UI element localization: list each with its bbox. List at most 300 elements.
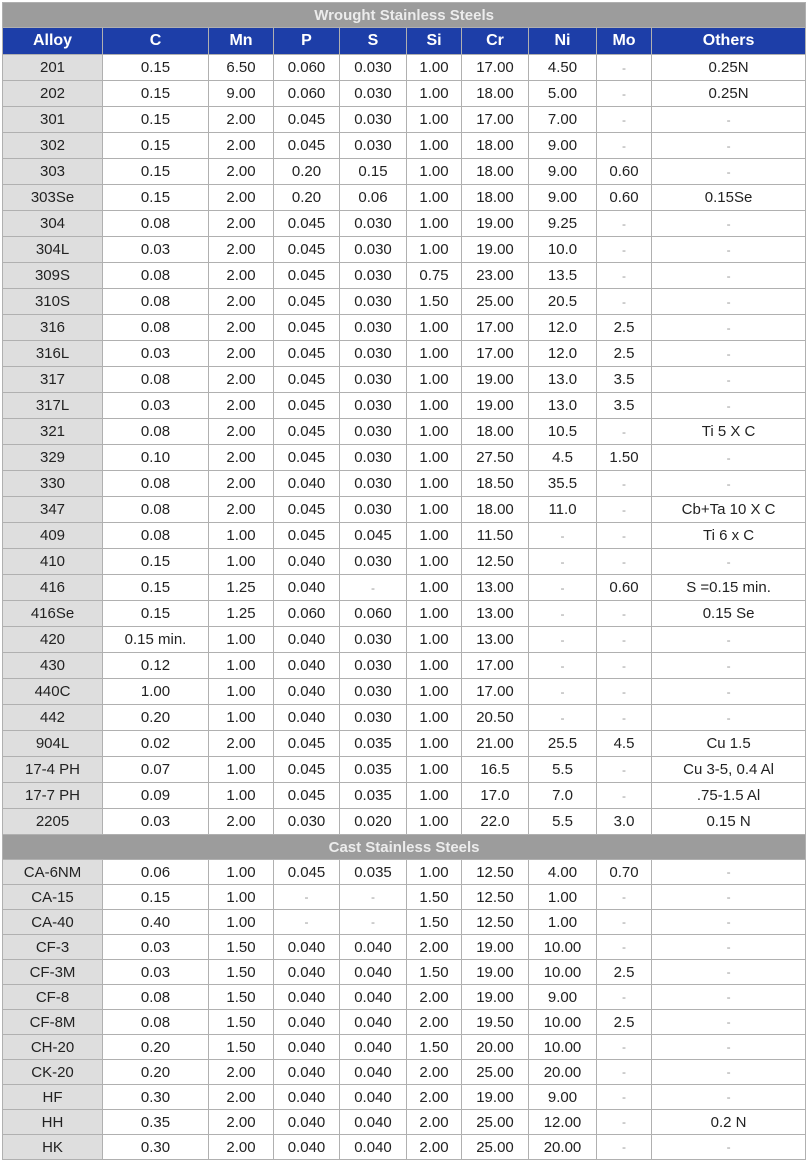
- table-row: [3, 549, 806, 575]
- table-cell: 0.10: [103, 445, 209, 471]
- table-cell: 10.00: [529, 960, 597, 985]
- alloy-cell: HF: [3, 1085, 103, 1110]
- table-cell: 1.00: [209, 653, 274, 679]
- table-cell: 0.060: [274, 55, 340, 81]
- table-cell: 0.030: [340, 705, 407, 731]
- column-header-s: S: [340, 28, 407, 55]
- table-cell: 0.15: [103, 601, 209, 627]
- table-cell: 0.08: [103, 471, 209, 497]
- table-cell: 0.08: [103, 289, 209, 315]
- column-header-si: Si: [407, 28, 462, 55]
- table-cell: 0.030: [340, 367, 407, 393]
- table-cell: 13.0: [529, 393, 597, 419]
- table-row: [3, 860, 806, 885]
- table-cell: 13.5: [529, 263, 597, 289]
- table-cell: 1.00: [209, 860, 274, 885]
- table-cell: 0.08: [103, 263, 209, 289]
- table-cell: 12.50: [462, 910, 529, 935]
- table-cell: 1.00: [209, 705, 274, 731]
- table-cell: 1.00: [529, 885, 597, 910]
- column-header-row: [3, 28, 806, 55]
- table-cell: 7.0: [529, 783, 597, 809]
- table-cell: 13.00: [462, 601, 529, 627]
- alloy-cell: CF-3: [3, 935, 103, 960]
- table-cell: 1.00: [407, 211, 462, 237]
- table-cell: -: [652, 471, 806, 497]
- table-cell: 1.00: [407, 627, 462, 653]
- alloy-cell: CA-15: [3, 885, 103, 910]
- table-cell: 0.030: [340, 679, 407, 705]
- table-cell: 1.00: [407, 81, 462, 107]
- table-row: [3, 679, 806, 705]
- table-cell: -: [652, 705, 806, 731]
- table-cell: 0.15: [340, 159, 407, 185]
- table-cell: 12.0: [529, 315, 597, 341]
- table-cell: 2.00: [209, 159, 274, 185]
- table-cell: -: [340, 575, 407, 601]
- column-header-mn: Mn: [209, 28, 274, 55]
- table-cell: 2.5: [597, 315, 652, 341]
- table-cell: 0.040: [274, 960, 340, 985]
- table-cell: 13.00: [462, 575, 529, 601]
- table-cell: -: [652, 985, 806, 1010]
- table-cell: 0.045: [274, 393, 340, 419]
- table-cell: 12.50: [462, 860, 529, 885]
- table-cell: 0.040: [340, 1135, 407, 1160]
- table-cell: 0.08: [103, 315, 209, 341]
- table-cell: 0.08: [103, 1010, 209, 1035]
- table-cell: 0.030: [340, 549, 407, 575]
- table-cell: 2.00: [407, 1110, 462, 1135]
- table-cell: -: [652, 549, 806, 575]
- table-cell: -: [597, 1110, 652, 1135]
- table-cell: Ti 6 x C: [652, 523, 806, 549]
- table-row: [3, 55, 806, 81]
- table-cell: 0.15: [103, 55, 209, 81]
- table-cell: 0.20: [103, 1060, 209, 1085]
- table-cell: -: [652, 159, 806, 185]
- table-cell: 25.00: [462, 1110, 529, 1135]
- table-cell: 0.040: [340, 960, 407, 985]
- table-cell: 0.40: [103, 910, 209, 935]
- table-cell: 16.5: [462, 757, 529, 783]
- table-row: [3, 910, 806, 935]
- table-cell: 19.00: [462, 935, 529, 960]
- table-cell: 0.030: [340, 289, 407, 315]
- table-cell: 1.00: [209, 679, 274, 705]
- table-cell: 22.0: [462, 809, 529, 835]
- table-cell: 2.00: [407, 935, 462, 960]
- table-cell: 18.00: [462, 185, 529, 211]
- table-cell: 4.00: [529, 860, 597, 885]
- table-cell: 0.030: [340, 627, 407, 653]
- table-cell: 0.040: [274, 549, 340, 575]
- table-row: [3, 445, 806, 471]
- column-header-alloy: Alloy: [3, 28, 103, 55]
- table-cell: 0.030: [340, 497, 407, 523]
- alloy-cell: 442: [3, 705, 103, 731]
- table-cell: 5.5: [529, 757, 597, 783]
- table-cell: 12.50: [462, 549, 529, 575]
- table-cell: 23.00: [462, 263, 529, 289]
- table-cell: 2.00: [209, 471, 274, 497]
- table-cell: 0.045: [274, 367, 340, 393]
- table-cell: 18.00: [462, 133, 529, 159]
- table-cell: 0.045: [274, 341, 340, 367]
- alloy-cell: CK-20: [3, 1060, 103, 1085]
- alloy-cell: 302: [3, 133, 103, 159]
- table-row: [3, 341, 806, 367]
- table-cell: -: [597, 1060, 652, 1085]
- alloy-cell: CH-20: [3, 1035, 103, 1060]
- table-cell: 0.20: [274, 185, 340, 211]
- table-cell: 1.00: [407, 367, 462, 393]
- table-cell: 0.030: [340, 55, 407, 81]
- table-cell: 0.30: [103, 1085, 209, 1110]
- table-cell: 1.00: [407, 133, 462, 159]
- table-cell: -: [597, 783, 652, 809]
- table-cell: 0.040: [340, 985, 407, 1010]
- table-cell: 2.00: [407, 1060, 462, 1085]
- table-cell: 10.00: [529, 935, 597, 960]
- table-cell: 0.045: [274, 419, 340, 445]
- table-cell: 1.00: [407, 471, 462, 497]
- table-cell: 0.07: [103, 757, 209, 783]
- table-row: [3, 627, 806, 653]
- table-cell: 0.20: [103, 1035, 209, 1060]
- table-cell: -: [652, 263, 806, 289]
- table-cell: 1.00: [407, 185, 462, 211]
- table-cell: 1.00: [407, 393, 462, 419]
- table-cell: -: [597, 263, 652, 289]
- cast-section-header: [3, 835, 806, 860]
- table-cell: 0.035: [340, 783, 407, 809]
- table-row: [3, 1010, 806, 1035]
- table-cell: 0.15: [103, 549, 209, 575]
- table-row: [3, 237, 806, 263]
- table-cell: 9.25: [529, 211, 597, 237]
- table-cell: 0.15 Se: [652, 601, 806, 627]
- table-cell: 0.06: [340, 185, 407, 211]
- table-cell: 1.00: [407, 549, 462, 575]
- table-cell: 2.5: [597, 960, 652, 985]
- alloy-cell: 409: [3, 523, 103, 549]
- table-cell: 0.040: [274, 1085, 340, 1110]
- table-cell: 1.00: [209, 757, 274, 783]
- alloy-cell: 416Se: [3, 601, 103, 627]
- table-cell: -: [597, 289, 652, 315]
- table-cell: 10.0: [529, 237, 597, 263]
- table-cell: 1.00: [209, 783, 274, 809]
- table-cell: -: [597, 419, 652, 445]
- table-cell: 12.0: [529, 341, 597, 367]
- table-cell: 2.00: [407, 1085, 462, 1110]
- table-cell: -: [597, 705, 652, 731]
- table-cell: -: [529, 679, 597, 705]
- table-cell: 0.045: [274, 263, 340, 289]
- column-header-others: Others: [652, 28, 806, 55]
- table-cell: 0.030: [340, 445, 407, 471]
- table-cell: 1.00: [103, 679, 209, 705]
- table-cell: 1.00: [407, 860, 462, 885]
- wrought-section-header: [3, 3, 806, 28]
- table-cell: 17.00: [462, 107, 529, 133]
- table-cell: -: [652, 1035, 806, 1060]
- table-cell: 1.25: [209, 575, 274, 601]
- table-cell: 18.00: [462, 497, 529, 523]
- table-row: [3, 133, 806, 159]
- table-cell: Ti 5 X C: [652, 419, 806, 445]
- table-cell: S =0.15 min.: [652, 575, 806, 601]
- table-body: [3, 3, 806, 1160]
- table-cell: 0.15 N: [652, 809, 806, 835]
- table-cell: 2.00: [209, 497, 274, 523]
- table-cell: 0.03: [103, 935, 209, 960]
- table-cell: 0.045: [274, 315, 340, 341]
- table-cell: -: [529, 575, 597, 601]
- table-cell: 1.00: [209, 549, 274, 575]
- table-cell: 0.030: [340, 133, 407, 159]
- table-cell: 0.08: [103, 523, 209, 549]
- table-cell: 0.045: [274, 211, 340, 237]
- table-cell: -: [597, 627, 652, 653]
- table-cell: 21.00: [462, 731, 529, 757]
- table-cell: 1.00: [407, 159, 462, 185]
- table-cell: -: [340, 885, 407, 910]
- table-row: [3, 985, 806, 1010]
- table-cell: 1.00: [407, 783, 462, 809]
- alloy-cell: CA-6NM: [3, 860, 103, 885]
- alloy-cell: 329: [3, 445, 103, 471]
- table-cell: -: [597, 1135, 652, 1160]
- table-cell: 2.00: [209, 133, 274, 159]
- table-cell: 17.0: [462, 783, 529, 809]
- table-cell: -: [597, 601, 652, 627]
- table-cell: 0.040: [274, 705, 340, 731]
- table-cell: -: [652, 960, 806, 985]
- table-cell: 19.00: [462, 960, 529, 985]
- table-cell: 0.030: [340, 341, 407, 367]
- table-cell: -: [597, 1085, 652, 1110]
- table-cell: 4.5: [529, 445, 597, 471]
- table-cell: 2.00: [209, 289, 274, 315]
- table-cell: -: [597, 679, 652, 705]
- table-cell: -: [597, 211, 652, 237]
- alloy-cell: 303Se: [3, 185, 103, 211]
- table-cell: 19.00: [462, 211, 529, 237]
- table-row: [3, 1110, 806, 1135]
- table-cell: 0.045: [274, 731, 340, 757]
- table-row: [3, 211, 806, 237]
- table-cell: 0.045: [340, 523, 407, 549]
- alloy-cell: 316: [3, 315, 103, 341]
- table-cell: 0.03: [103, 809, 209, 835]
- table-cell: 3.5: [597, 393, 652, 419]
- table-cell: 17.00: [462, 315, 529, 341]
- table-cell: 0.040: [340, 1060, 407, 1085]
- table-cell: 0.60: [597, 185, 652, 211]
- table-cell: 2.5: [597, 1010, 652, 1035]
- table-cell: 0.60: [597, 159, 652, 185]
- table-cell: -: [529, 523, 597, 549]
- table-cell: 1.50: [209, 1010, 274, 1035]
- table-cell: 2.00: [407, 1135, 462, 1160]
- table-cell: 25.00: [462, 1060, 529, 1085]
- table-cell: 0.15 min.: [103, 627, 209, 653]
- table-cell: 20.50: [462, 705, 529, 731]
- table-row: [3, 497, 806, 523]
- table-cell: 1.00: [209, 627, 274, 653]
- table-cell: 0.045: [274, 289, 340, 315]
- alloy-cell: 309S: [3, 263, 103, 289]
- table-cell: 2.00: [407, 1010, 462, 1035]
- alloy-cell: 303: [3, 159, 103, 185]
- table-cell: 9.00: [529, 159, 597, 185]
- table-cell: -: [652, 935, 806, 960]
- table-cell: -: [652, 133, 806, 159]
- table-cell: 0.060: [274, 601, 340, 627]
- table-cell: 2.00: [209, 393, 274, 419]
- table-row: [3, 367, 806, 393]
- table-cell: 0.045: [274, 860, 340, 885]
- table-cell: -: [597, 107, 652, 133]
- table-row: [3, 471, 806, 497]
- table-cell: 1.00: [407, 497, 462, 523]
- table-cell: 2.00: [209, 1110, 274, 1135]
- table-row: [3, 731, 806, 757]
- table-cell: 0.70: [597, 860, 652, 885]
- alloy-cell: 202: [3, 81, 103, 107]
- table-cell: 2.00: [209, 107, 274, 133]
- table-cell: 1.00: [209, 910, 274, 935]
- table-cell: 0.040: [274, 985, 340, 1010]
- table-cell: 0.040: [340, 935, 407, 960]
- table-cell: 0.030: [340, 263, 407, 289]
- table-cell: 0.040: [274, 627, 340, 653]
- table-row: [3, 935, 806, 960]
- table-cell: Cb+Ta 10 X C: [652, 497, 806, 523]
- table-cell: 1.00: [407, 757, 462, 783]
- table-cell: -: [340, 910, 407, 935]
- table-cell: 25.5: [529, 731, 597, 757]
- table-cell: 1.00: [407, 523, 462, 549]
- table-cell: -: [652, 289, 806, 315]
- table-cell: 1.00: [407, 315, 462, 341]
- table-cell: -: [652, 910, 806, 935]
- table-row: [3, 1060, 806, 1085]
- alloy-cell: 316L: [3, 341, 103, 367]
- table-cell: 0.08: [103, 985, 209, 1010]
- table-cell: 0.030: [340, 107, 407, 133]
- table-cell: 0.15: [103, 185, 209, 211]
- table-cell: 2.00: [407, 985, 462, 1010]
- table-cell: 12.00: [529, 1110, 597, 1135]
- alloy-cell: 416: [3, 575, 103, 601]
- table-row: [3, 705, 806, 731]
- table-cell: Cu 3-5, 0.4 Al: [652, 757, 806, 783]
- table-cell: -: [529, 549, 597, 575]
- table-cell: -: [652, 1010, 806, 1035]
- table-cell: -: [529, 601, 597, 627]
- table-cell: 1.00: [407, 809, 462, 835]
- table-row: [3, 575, 806, 601]
- table-cell: 0.040: [340, 1035, 407, 1060]
- table-row: [3, 783, 806, 809]
- table-cell: -: [652, 341, 806, 367]
- table-cell: 17.00: [462, 653, 529, 679]
- table-cell: 0.15: [103, 81, 209, 107]
- table-cell: -: [652, 393, 806, 419]
- table-cell: 0.040: [340, 1110, 407, 1135]
- table-cell: 1.00: [529, 910, 597, 935]
- table-cell: 1.00: [407, 653, 462, 679]
- table-cell: 0.15: [103, 107, 209, 133]
- table-row: [3, 263, 806, 289]
- table-cell: -: [652, 237, 806, 263]
- table-cell: 0.020: [340, 809, 407, 835]
- alloy-cell: CA-40: [3, 910, 103, 935]
- alloy-cell: 430: [3, 653, 103, 679]
- table-cell: -: [597, 757, 652, 783]
- alloy-cell: 317: [3, 367, 103, 393]
- table-cell: 10.00: [529, 1010, 597, 1035]
- table-cell: 0.060: [340, 601, 407, 627]
- table-cell: 13.0: [529, 367, 597, 393]
- alloy-cell: 410: [3, 549, 103, 575]
- table-cell: 0.045: [274, 445, 340, 471]
- table-row: [3, 885, 806, 910]
- table-cell: 1.25: [209, 601, 274, 627]
- alloy-cell: 420: [3, 627, 103, 653]
- table-cell: -: [652, 1060, 806, 1085]
- table-cell: 0.030: [340, 471, 407, 497]
- table-cell: 27.50: [462, 445, 529, 471]
- table-cell: 20.5: [529, 289, 597, 315]
- alloy-cell: CF-8: [3, 985, 103, 1010]
- table-cell: 0.30: [103, 1135, 209, 1160]
- table-cell: -: [529, 627, 597, 653]
- table-cell: 10.00: [529, 1035, 597, 1060]
- table-cell: 0.045: [274, 497, 340, 523]
- table-cell: 4.50: [529, 55, 597, 81]
- table-cell: 25.00: [462, 1135, 529, 1160]
- table-cell: 0.03: [103, 960, 209, 985]
- table-cell: 0.60: [597, 575, 652, 601]
- table-cell: 9.00: [529, 133, 597, 159]
- table-cell: 0.25N: [652, 55, 806, 81]
- table-cell: 20.00: [529, 1135, 597, 1160]
- table-cell: 6.50: [209, 55, 274, 81]
- table-cell: 1.00: [407, 679, 462, 705]
- alloy-cell: 17-7 PH: [3, 783, 103, 809]
- table-cell: 3.0: [597, 809, 652, 835]
- table-cell: 0.06: [103, 860, 209, 885]
- table-cell: 0.035: [340, 860, 407, 885]
- table-cell: 1.00: [407, 237, 462, 263]
- alloy-cell: 347: [3, 497, 103, 523]
- alloy-cell: HK: [3, 1135, 103, 1160]
- table-cell: -: [652, 679, 806, 705]
- table-cell: 19.00: [462, 237, 529, 263]
- table-cell: 0.09: [103, 783, 209, 809]
- table-cell: 12.50: [462, 885, 529, 910]
- table-cell: -: [529, 705, 597, 731]
- table-row: [3, 1085, 806, 1110]
- table-cell: 1.50: [597, 445, 652, 471]
- table-cell: 0.040: [340, 1010, 407, 1035]
- table-cell: -: [597, 523, 652, 549]
- table-cell: 1.00: [407, 705, 462, 731]
